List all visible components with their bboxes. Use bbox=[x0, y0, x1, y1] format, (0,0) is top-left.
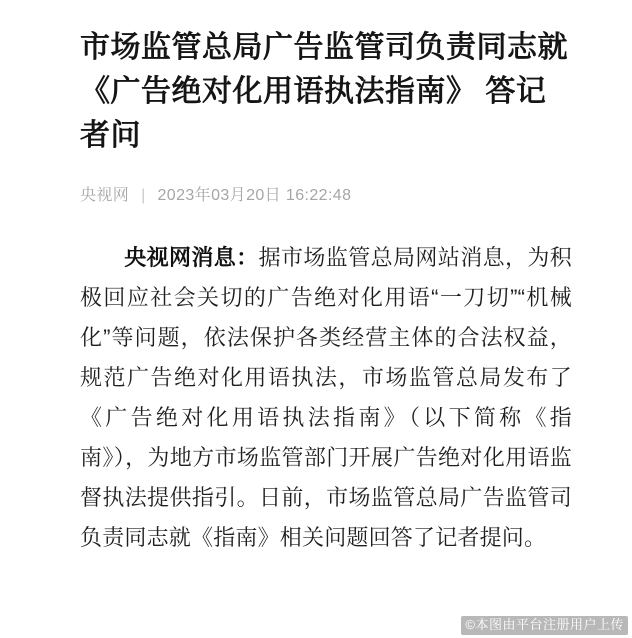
watermark-label: ©本图由平台注册用户上传 bbox=[461, 616, 628, 635]
article-source: 央视网 bbox=[80, 187, 130, 204]
page-title: 市场监管总局广告监管司负责同志就 《广告绝对化用语执法指南》 答记者问 bbox=[80, 31, 568, 152]
meta-separator: | bbox=[141, 187, 146, 204]
article-body bbox=[80, 238, 572, 558]
article-meta bbox=[80, 184, 572, 208]
article-lead: 央视网消息： bbox=[124, 245, 259, 270]
article-body-text: 据市场监管总局网站消息，为积极回应社会关切的广告绝对化用语“一刀切”“机械化”等问题，依法保护各类经营主体的合法权益，规范广告绝对化用语执法，市场监管总局发布了《广告绝对化用语执法指南》（以下简称《指南》），为地方市场监管部门开展广告绝对化用语监督执法提供指引。日前，市场监管总局广告监管司负责同志就《指南》相关问题回答了记者提问。 bbox=[80, 245, 573, 550]
article-timestamp: 2023年03月20日 16:22:48 bbox=[157, 187, 352, 204]
